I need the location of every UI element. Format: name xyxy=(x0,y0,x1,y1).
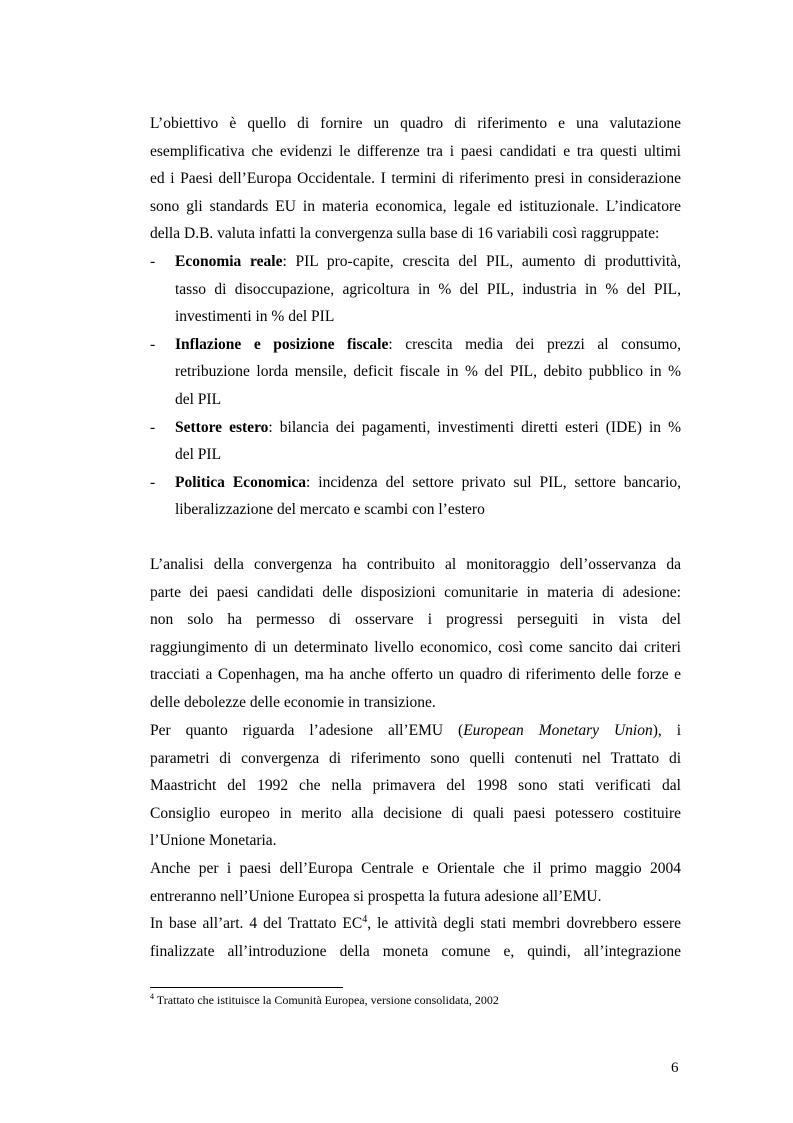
list-item xyxy=(150,469,681,524)
footnote-divider xyxy=(150,987,343,988)
page-number: 6 xyxy=(671,1060,679,1076)
text-span: In base all’art. 4 del Trattato EC xyxy=(150,915,363,932)
footnote-number: 4 xyxy=(150,992,154,1001)
text-line: Anche per i paesi dell’Europa Centrale e Orientale che il primo maggio 2004 xyxy=(150,860,681,877)
text-line: Maastricht del 1992 che nella primavera del 1998 sono stati verificati dal xyxy=(150,777,681,795)
list-text: : crescita media dei prezzi al consumo, xyxy=(388,335,681,353)
paragraph-central-europe xyxy=(150,855,681,910)
text-line: ed i Paesi dell’Europa Occidentale. I termini di riferimento presi in considerazione xyxy=(150,170,681,188)
paragraph-treaty xyxy=(150,910,681,965)
text-line: l’Unione Monetaria. xyxy=(150,832,277,850)
list-term: Settore estero xyxy=(175,418,269,436)
list-item xyxy=(150,331,681,414)
text-line: Consiglio europeo in merito alla decisione di quali paesi potessero costituire xyxy=(150,804,681,822)
text-line: esemplificativa che evidenzi le differenze tra i paesi candidati e tra questi ultimi xyxy=(150,142,681,160)
list-term: Economia reale xyxy=(175,253,283,270)
list-dash: - xyxy=(150,473,156,491)
list-term: Politica Economica xyxy=(175,473,307,491)
paragraph-intro xyxy=(150,110,681,248)
variables-list xyxy=(150,248,681,524)
text-line xyxy=(175,414,681,442)
list-text: : bilancia dei pagamenti, investimenti diretti esteri (IDE) in % xyxy=(268,418,682,436)
text-span: Per quanto riguarda l’adesione all’EMU ( xyxy=(150,722,464,739)
text-line: del PIL xyxy=(175,390,222,408)
list-item xyxy=(150,414,681,469)
footnote xyxy=(150,992,499,1008)
text-line: entreranno nell’Unione Europea si prospetta la futura adesione all’EMU. xyxy=(150,887,602,905)
text-line: finalizzate all’introduzione della moneta comune e, quindi, all’integrazione xyxy=(150,942,681,960)
list-dash: - xyxy=(150,253,156,270)
text-line: L’analisi della convergenza ha contribuito al monitoraggio dell’osservanza da xyxy=(150,556,681,573)
italic-term: European Monetary Union xyxy=(463,722,653,739)
text-line: sono gli standards EU in materia economica, legale ed istituzionale. L’indicatore xyxy=(150,197,681,215)
text-span: , le attività degli stati membri dovrebbero essere xyxy=(367,915,681,932)
footnote-text: Trattato che istituisce la Comunità Europea, versione consolidata, 2002 xyxy=(154,993,499,1007)
text-line: tasso di disoccupazione, agricoltura in % del PIL, industria in % del PIL, xyxy=(175,280,681,298)
list-dash: - xyxy=(150,418,156,436)
list-item xyxy=(150,248,681,331)
text-line: non solo ha permesso di osservare i progressi perseguiti in vista del xyxy=(150,611,681,629)
text-line xyxy=(150,717,681,745)
text-line xyxy=(175,331,681,359)
list-term: Inflazione e posizione fiscale xyxy=(175,335,389,353)
list-dash: - xyxy=(150,335,156,353)
paragraph-convergence-analysis xyxy=(150,551,681,717)
text-line: raggiungimento di un determinato livello economico, così come sancito dai criteri xyxy=(150,638,681,656)
text-line: tracciati a Copenhagen, ma ha anche offerto un quadro di riferimento delle forze e xyxy=(150,666,681,684)
text-line xyxy=(175,469,681,497)
text-line: del PIL xyxy=(175,446,222,464)
text-line: parametri di convergenza di riferimento sono quelli contenuti nel Trattato di xyxy=(150,749,681,767)
text-line xyxy=(175,248,681,276)
text-line xyxy=(150,910,681,938)
paragraph-emu xyxy=(150,717,681,855)
list-text: : PIL pro-capite, crescita del PIL, aumento di produttività, xyxy=(282,253,681,270)
text-line: delle debolezze delle economie in transizione. xyxy=(150,693,436,711)
text-line: liberalizzazione del mercato e scambi con l’estero xyxy=(175,501,485,519)
text-span: ), i xyxy=(652,722,681,739)
list-text: : incidenza del settore privato sul PIL, settore bancario, xyxy=(306,473,681,491)
footnote-ref[interactable]: 4 xyxy=(362,913,368,925)
text-line: L’obiettivo è quello di fornire un quadro di riferimento e una valutazione xyxy=(150,115,681,132)
text-line: parte dei paesi candidati delle disposizioni comunitarie in materia di adesione: xyxy=(150,583,681,601)
text-line: investimenti in % del PIL xyxy=(175,308,335,326)
text-line: della D.B. valuta infatti la convergenza sulla base di 16 variabili così raggruppate: xyxy=(150,225,660,243)
text-line: retribuzione lorda mensile, deficit fiscale in % del PIL, debito pubblico in % xyxy=(175,363,681,381)
